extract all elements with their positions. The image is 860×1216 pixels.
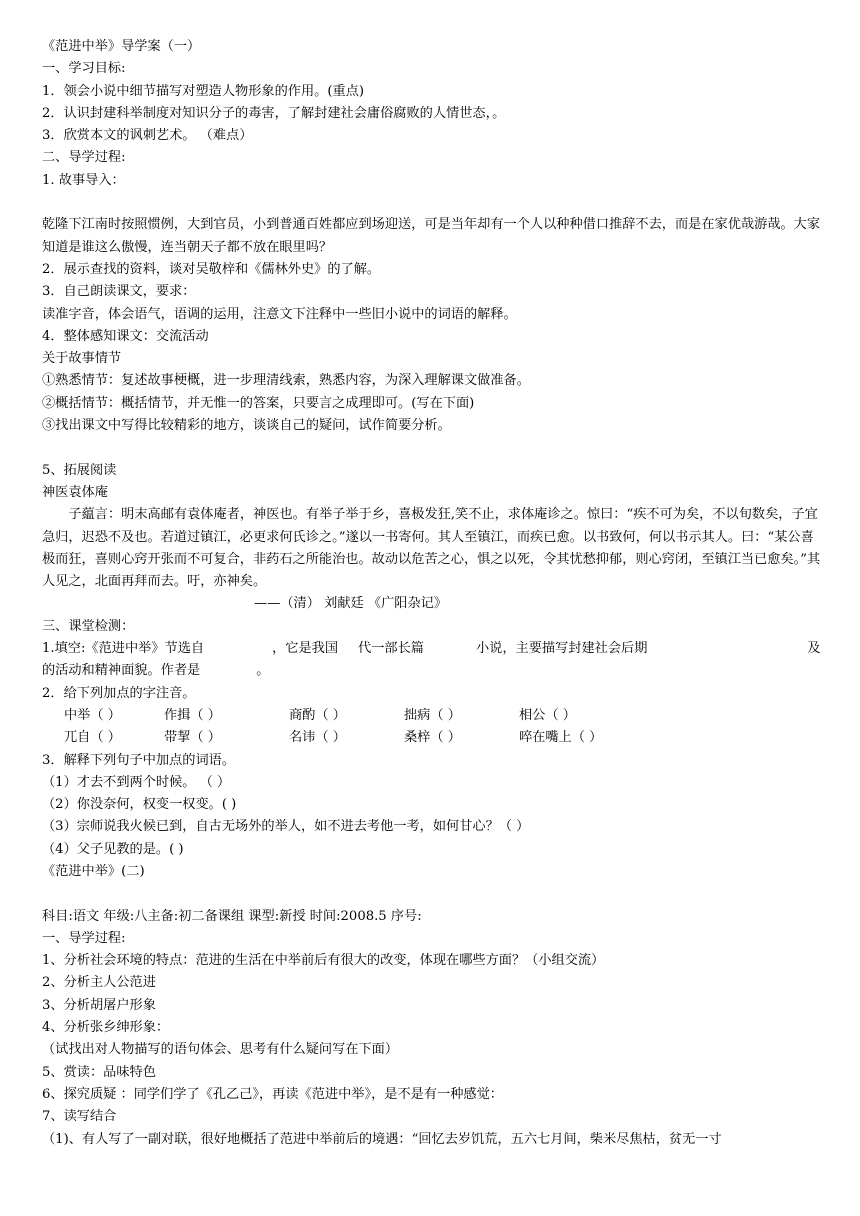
explain-item: （1）才去不到两个时候。 （ ） [42, 774, 231, 790]
step-extended-reading: 5、拓展阅读 [42, 462, 117, 478]
reading-source: ——（清） 刘献廷 《广阳杂记》 [254, 596, 448, 612]
spacer [42, 192, 822, 214]
read-aloud-requirement: 读准字音，体会语气，语调的运用，注意文下注释中一些旧小说中的词语的解释。 [42, 306, 517, 322]
reading-title: 神医袁体庵 [42, 484, 108, 500]
explain-item: （4）父子见教的是。( ) [42, 841, 184, 857]
question-explain: 3．解释下列句子中加点的词语。 [42, 752, 236, 768]
reading-text: 子藴言：明末高邮有袁体庵者，神医也。有举子举于乡，喜极发狂,笑不止，求体庵诊之。惊曰：“疾不可为矣，不以旬数矣，子宜急归，迟恐不及也。若道过镇江，必更求何氏诊之。”遂以一书寄何。其人至镇江，而疾已愈。以书致何，何以书示其人。曰：“某公喜极而狂，喜则心窍开张而不可复合，非药石之所能治也。故动以危苦之心，惧之以死，令其忧愁抑郁，则心窍闭，至镇江当已愈矣。”其人见之，北面再拜而去。吁，亦神矣。 [42, 507, 821, 590]
step-read-aloud: 3．自己朗读课文，要求： [42, 284, 196, 300]
section2-item: 7、读写结合 [42, 1109, 117, 1125]
goal-item: 1．领会小说中细节描写对塑造人物形象的作用。(重点) [42, 83, 364, 99]
section2-process-heading: 一、导学过程: [42, 930, 126, 946]
plot-item: ①熟悉情节：复述故事梗概，进一步理清线索，熟悉内容，为深入理解课文做准备。 [42, 373, 530, 389]
goal-item: 2．认识封建科举制度对知识分子的毒害，了解封建社会庸俗腐败的人情世态，。 [42, 105, 506, 121]
plot-item: ③找出课文中写得比较精彩的地方，谈谈自己的疑问，试作简要分析。 [42, 418, 451, 434]
step-overall: 4．整体感知课文：交流活动 [42, 328, 209, 344]
goals-heading: 一、学习目标: [42, 61, 126, 77]
section2-item: 6、探究质疑 ：同学们学了《孔乙己》，再读《范进中举》，是不是有一种感觉： [42, 1086, 503, 1102]
explain-item: （2）你没奈何，权变一权变。( ) [42, 797, 237, 813]
question-fill-blank-cont: 的活动和精神面貌。作者是 。 [42, 663, 270, 679]
pinyin-row: 兀自（ ） 带挈（ ） 名讳（ ） 桑梓（ ） 啐在嘴上（ ） [64, 730, 603, 746]
process-heading: 二、导学过程: [42, 150, 126, 166]
pinyin-row: 中举（ ） 作揖（ ） 商酌（ ） 拙病（ ） 相公（ ） [64, 707, 576, 723]
section2-item: 4、分析张乡绅形象： [42, 1020, 170, 1036]
plot-item: ②概括情节：概括情节，并无惟一的答案，只要言之成理即可。(写在下面) [42, 395, 475, 411]
goal-item: 3．欣赏本文的讽刺艺术。 （难点） [42, 128, 253, 144]
story-paragraph: 乾隆下江南时按照惯例，大到官员，小到普通百姓都应到场迎送，可是当年却有一个人以种种借口推辞不去，而是在家优哉游哉。大家知道是谁这么傲慢，连当朝天子都不放在眼里吗？ [42, 217, 821, 255]
step-story-intro: 1. 故事导入： [42, 172, 125, 188]
check-heading: 三、课堂检测： [42, 618, 135, 634]
section2-item: （试找出对人物描写的语句体会、思考有什么疑问写在下面） [42, 1042, 399, 1058]
section2-meta: 科目:语文 年级:八主备:初二备课组 课型:新授 时间:2008.5 序号: [42, 908, 422, 924]
spacer [42, 883, 822, 905]
section2-item: （1)、有人写了一副对联，很好地概括了范进中举前后的境遇：“回忆去岁饥荒，五六七月间，柴米尽焦枯，贫无一寸 [42, 1131, 722, 1147]
spacer [42, 437, 822, 459]
document-page [42, 36, 822, 1151]
question-pinyin: 2．给下列加点的字注音。 [42, 685, 196, 701]
section2-title: 《范进中举》(二) [42, 863, 145, 879]
plot-heading: 关于故事情节 [42, 351, 122, 367]
section2-item: 1、分析社会环境的特点：范进的生活在中举前后有很大的改变，体现在哪些方面？（小组交流） [42, 953, 605, 969]
section2-item: 3、分析胡屠户形象 [42, 997, 156, 1013]
section2-item: 5、赏读：品味特色 [42, 1064, 156, 1080]
explain-item: （3）宗师说我火候已到，自古无场外的举人，如不进去考他一考，如何甘心？（ ） [42, 819, 530, 835]
doc-title: 《范进中举》导学案（一） [42, 39, 201, 54]
step-materials: 2．展示查找的资料，谈对吴敬梓和《儒林外史》的了解。 [42, 261, 381, 277]
question-fill-blank: 1.填空:《范进中举》节选自 ，它是我国 代一部长篇 小说，主要描写封建社会后期 及 [42, 641, 821, 657]
section2-item: 2、分析主人公范进 [42, 975, 156, 991]
